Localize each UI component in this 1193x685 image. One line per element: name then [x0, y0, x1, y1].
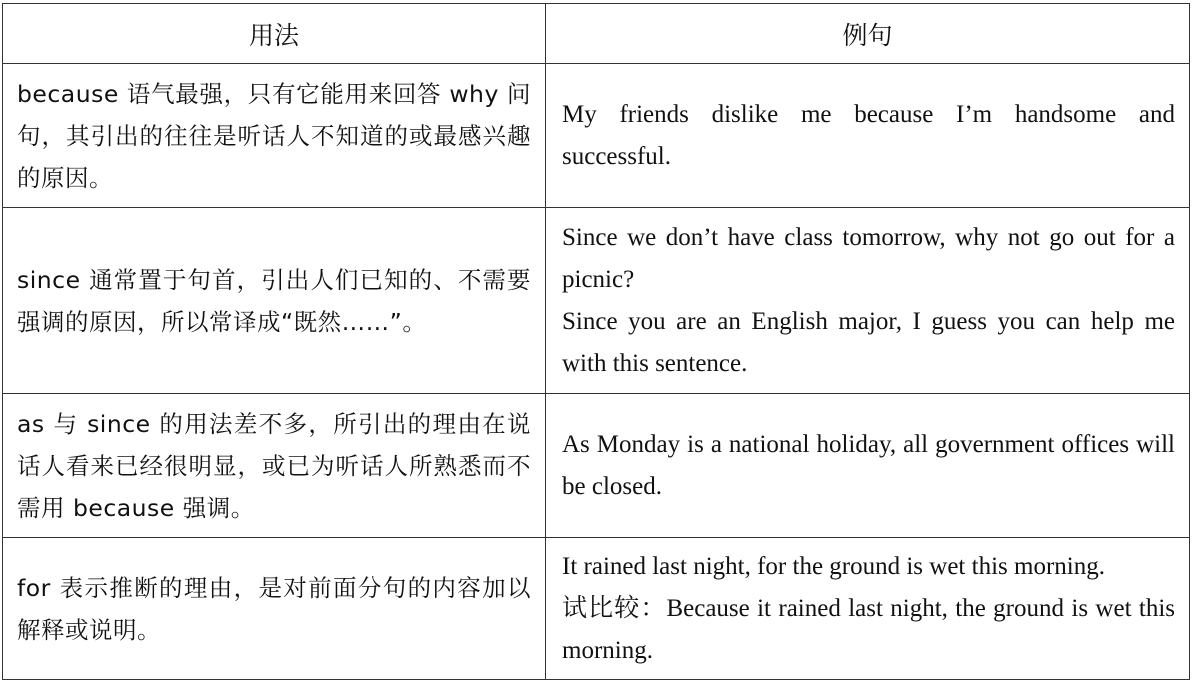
table-row: [3, 538, 1190, 680]
grammar-table: [2, 3, 1190, 680]
example-cell-since: [546, 208, 1190, 394]
example-sentence: Since you are an English major, I guess you can help me with this sentence.: [562, 307, 1175, 377]
usage-cell-because: because 语气最强，只有它能用来回答 why 问句，其引出的往往是听话人不知道的或最感兴趣的原因。: [3, 64, 546, 208]
table-body: [3, 64, 1190, 680]
usage-cell-as: as 与 since 的用法差不多，所引出的理由在说话人看来已经很明显，或已为听话人所熟悉而不需用 because 强调。: [3, 394, 546, 538]
table-row: [3, 208, 1190, 394]
table-row: [3, 64, 1190, 208]
example-sentence: 试比较：Because it rained last night, the ground is wet this morning.: [562, 594, 1175, 664]
usage-cell-since: since 通常置于句首，引出人们已知的、不需要强调的原因，所以常译成“既然……”。: [3, 208, 546, 394]
table-header: [3, 4, 1190, 64]
header-example: 例句: [546, 4, 1190, 64]
example-sentence: My friends dislike me because I’m handsome and successful.: [562, 100, 1175, 170]
example-cell-because: [546, 64, 1190, 208]
example-sentence: It rained last night, for the ground is wet this morning.: [562, 552, 1105, 580]
table-row: [3, 394, 1190, 538]
example-cell-as: [546, 394, 1190, 538]
usage-cell-for: for 表示推断的理由，是对前面分句的内容加以解释或说明。: [3, 538, 546, 680]
header-usage: 用法: [3, 4, 546, 64]
example-cell-for: [546, 538, 1190, 680]
header-row: [3, 4, 1190, 64]
example-sentence: As Monday is a national holiday, all government offices will be closed.: [562, 430, 1175, 500]
example-sentence: Since we don’t have class tomorrow, why not go out for a picnic?: [562, 223, 1175, 293]
